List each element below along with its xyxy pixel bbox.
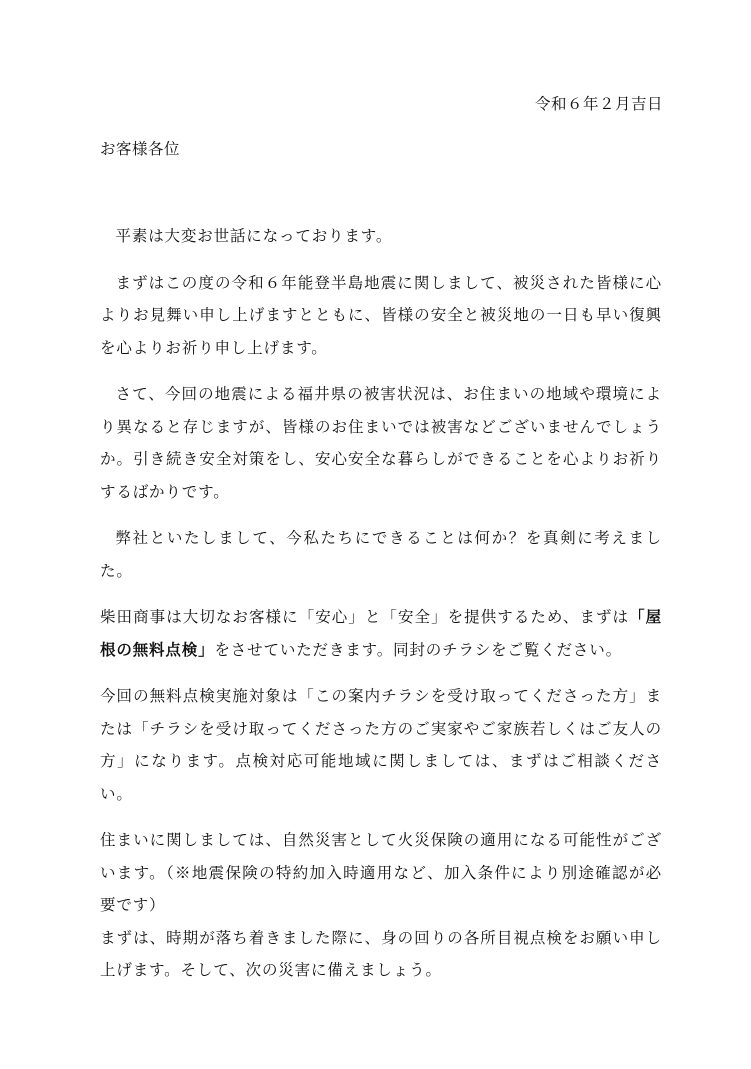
letter-addressee: お客様各位 [100,140,181,158]
paragraph-company-thoughts: 弊社といたしまして、今私たちにできることは何か？を真剣に考えました。 [100,529,662,580]
letter-body [100,220,662,1001]
free-inspection-intro: 柴田商事は大切なお客様に「安心」と「安全」を提供するため、まずは [100,608,630,626]
paragraph-eligibility: 今回の無料点検実施対象は「この案内チラシを受け取ってくださった方」または「チラシを受け取ってくださった方のご実家やご家族若しくはご友人の方」になります。点検対応可能地域に関しましては、まずはご相談ください。 [100,687,662,803]
paragraph-insurance [100,824,662,987]
inspection-request: まずは、時期が落ち着きました際に、身の回りの各所目視点検をお願い申し上げます。そして、次の災害に備えましょう。 [100,928,662,979]
insurance-note: 住まいに関しましては、自然災害として火災保険の適用になる可能性がございます。（※地震保険の特約加入時適用など、加入条件により別途確認が必要です） [100,831,662,914]
paragraph-greeting: 平素は大変お世話になっております。 [115,227,393,245]
free-inspection-highlight: 「屋根の無料点検」 [100,608,662,659]
paragraph-damage-inquiry: さて、今回の地震による福井県の被害状況は、お住まいの地域や環境により異なると存じますが、皆様のお住まいでは被害などございませんでしょうか。引き続き安全対策をし、安心安全な暮らしができることを心よりお祈りするばかりです。 [100,385,662,501]
paragraph-free-inspection [100,601,662,666]
letter-date: 令和６年２月吉日 [534,95,663,113]
free-inspection-outro: をさせていただきます。同封のチラシをご覧ください。 [214,640,622,659]
paragraph-condolence: まずはこの度の令和６年能登半島地震に関しまして、被災された皆様に心よりお見舞い申し上げますとともに、皆様の安全と被災地の一日も早い復興を心よりお祈り申し上げます。 [100,273,662,357]
